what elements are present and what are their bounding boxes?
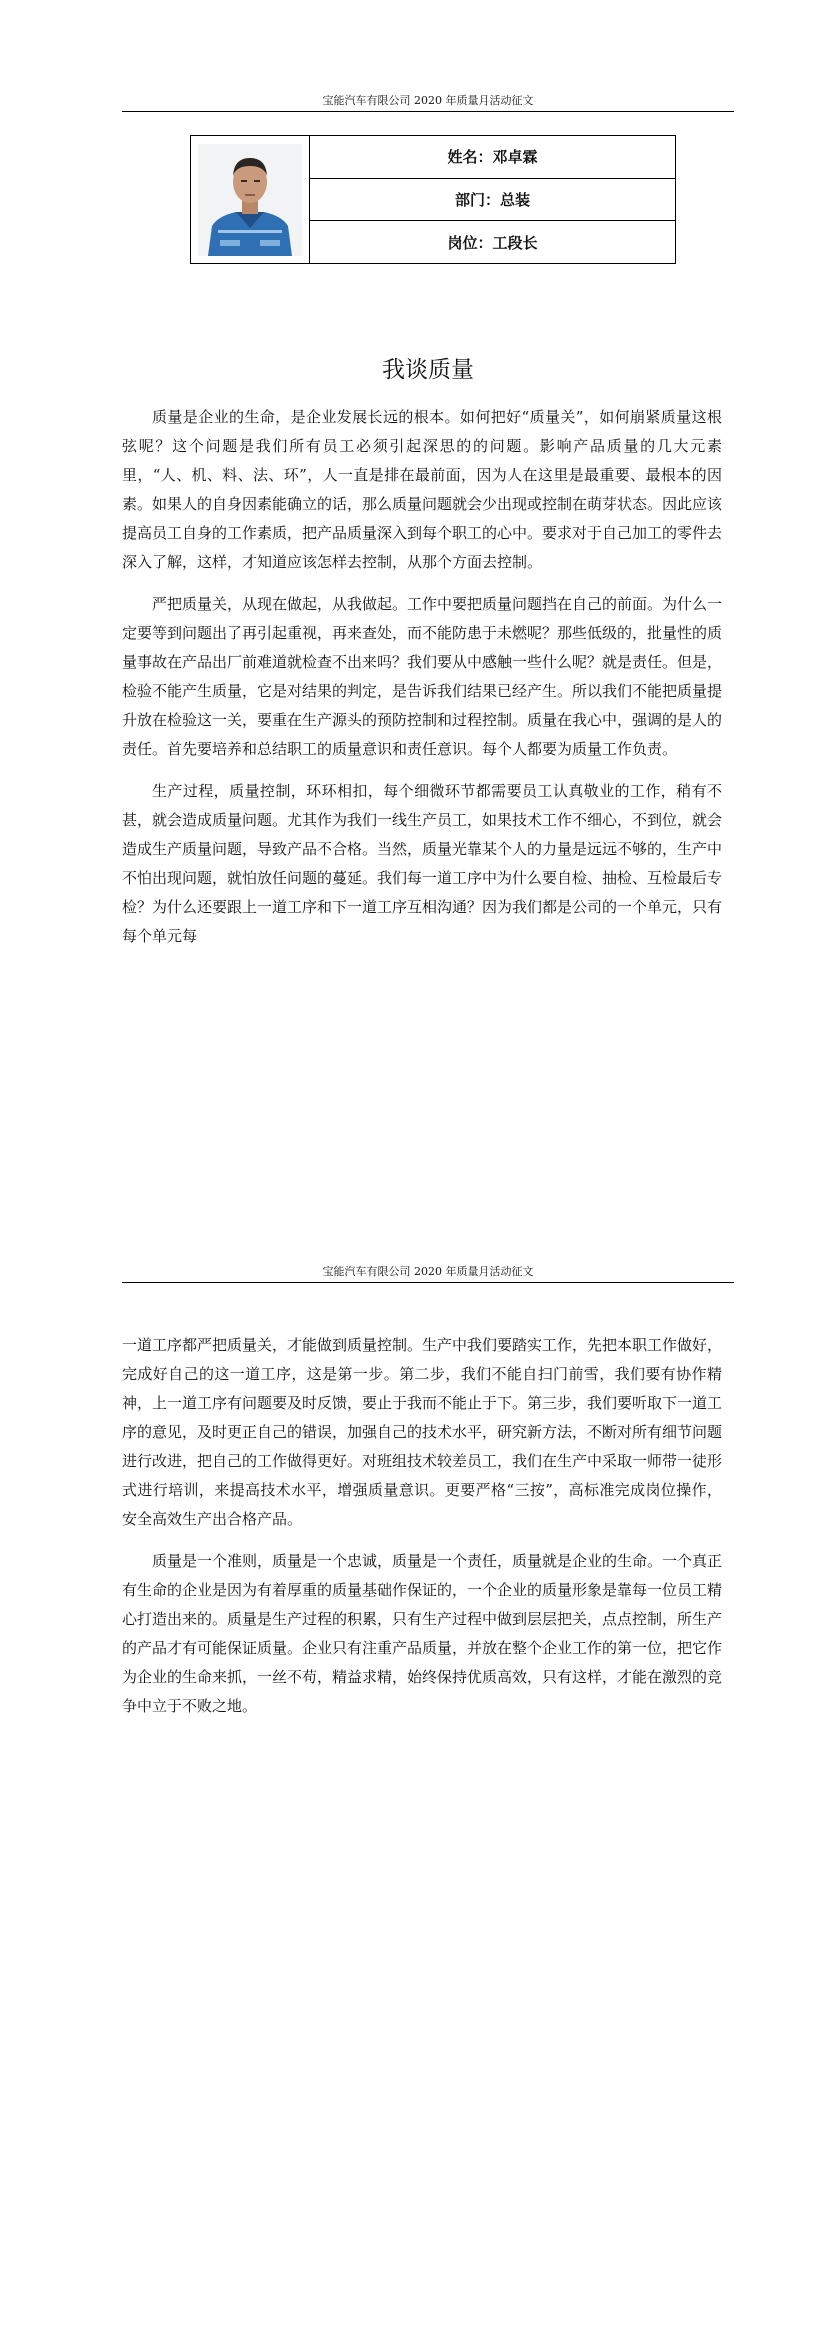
article-title: 我谈质量 (382, 357, 474, 383)
paragraph: 一道工序都严把质量关，才能做到质量控制。生产中我们要踏实工作，先把本职工作做好，完成好自己的这一道工序，这是第一步。第二步，我们不能自扫门前雪，我们要有协作精神，上一道工序有问题要及时反馈，要止于我而不能止于下。第三步，我们要听取下一道工序的意见，及时更正自己的错误，加强自己的技术水平，研究新方法，不断对所有细节问题进行改进，把自己的工作做得更好。对班组技术较差员工，我们在生产中采取一师带一徒形式进行培训，来提高技术水平，增强质量意识。更要严格“三按”，高标准完成岗位操作，安全高效生产出合格产品。 (122, 1336, 723, 1528)
page-header: 宝能汽车有限公司 2020 年质量月活动征文 (322, 94, 534, 107)
department-field: 部门：总装 (310, 179, 675, 222)
profile-table (190, 135, 676, 264)
name-field: 姓名：邓卓霖 (310, 136, 675, 179)
page-2 (0, 1169, 827, 2338)
paragraph: 生产过程，质量控制，环环相扣，每个细微环节都需要员工认真敬业的工作，稍有不甚，就会造成质量问题。尤其作为我们一线生产员工，如果技术工作不细心，不到位，就会造成生产质量问题，导致产品不合格。当然，质量光靠某个人的力量是远远不够的，生产中不怕出现问题，就怕放任问题的蔓延。我们每一道工序中为什么要自检、抽检、互检最后专检？为什么还要跟上一道工序和下一道工序互相沟通？因为我们都是公司的一个单元，只有每个单元每 (122, 782, 723, 945)
paragraph: 严把质量关，从现在做起，从我做起。工作中要把质量问题挡在自己的前面。为什么一定要等到问题出了再引起重视，再来查处，而不能防患于未燃呢？那些低级的，批量性的质量事故在产品出厂前难道就检查不出来吗？我们要从中感触一些什么呢？就是责任。但是，检验不能产生质量，它是对结果的判定，是告诉我们结果已经产生。所以我们不能把质量提升放在检验这一关，要重在生产源头的预防控制和过程控制。质量在我心中，强调的是人的责任。首先要培养和总结职工的质量意识和责任意识。每个人都要为质量工作负责。 (122, 595, 723, 758)
article-body-page-2 (122, 1331, 722, 1734)
employee-photo (198, 144, 302, 256)
position-field: 岗位：工段长 (447, 233, 538, 252)
photo-cell (191, 136, 310, 263)
paragraph: 质量是企业的生命，是企业发展长远的根本。如何把好“质量关”，如何崩紧质量这根弦呢？这个问题是我们所有员工必须引起深思的的问题。影响产品质量的几大元素里，“人、机、料、法、环”，人一直是排在最前面，因为人在这里是最重要、最根本的因素。如果人的自身因素能确立的话，那么质量问题就会少出现或控制在萌芽状态。因此应该提高员工自身的工作素质，把产品质量深入到每个职工的心中。要求对于自己加工的零件去深入了解，这样，才知道应该怎样去控制，从那个方面去控制。 (122, 408, 723, 571)
paragraph: 质量是一个准则，质量是一个忠诚，质量是一个责任，质量就是企业的生命。一个真正有生命的企业是因为有着厚重的质量基础作保证的，一个企业的质量形象是靠每一位员工精心打造出来的。质量是生产过程的积累，只有生产过程中做到层层把关，点点控制，所生产的产品才有可能保证质量。企业只有注重产品质量，并放在整个企业工作的第一位，把它作为企业的生命来抓，一丝不苟，精益求精，始终保持优质高效，只有这样，才能在激烈的竞争中立于不败之地。 (122, 1552, 723, 1715)
header-rule (122, 1282, 734, 1283)
header-rule (122, 111, 734, 112)
article-body-page-1 (122, 403, 722, 964)
page-header: 宝能汽车有限公司 2020 年质量月活动征文 (322, 1265, 534, 1278)
profile-fields (310, 136, 675, 263)
